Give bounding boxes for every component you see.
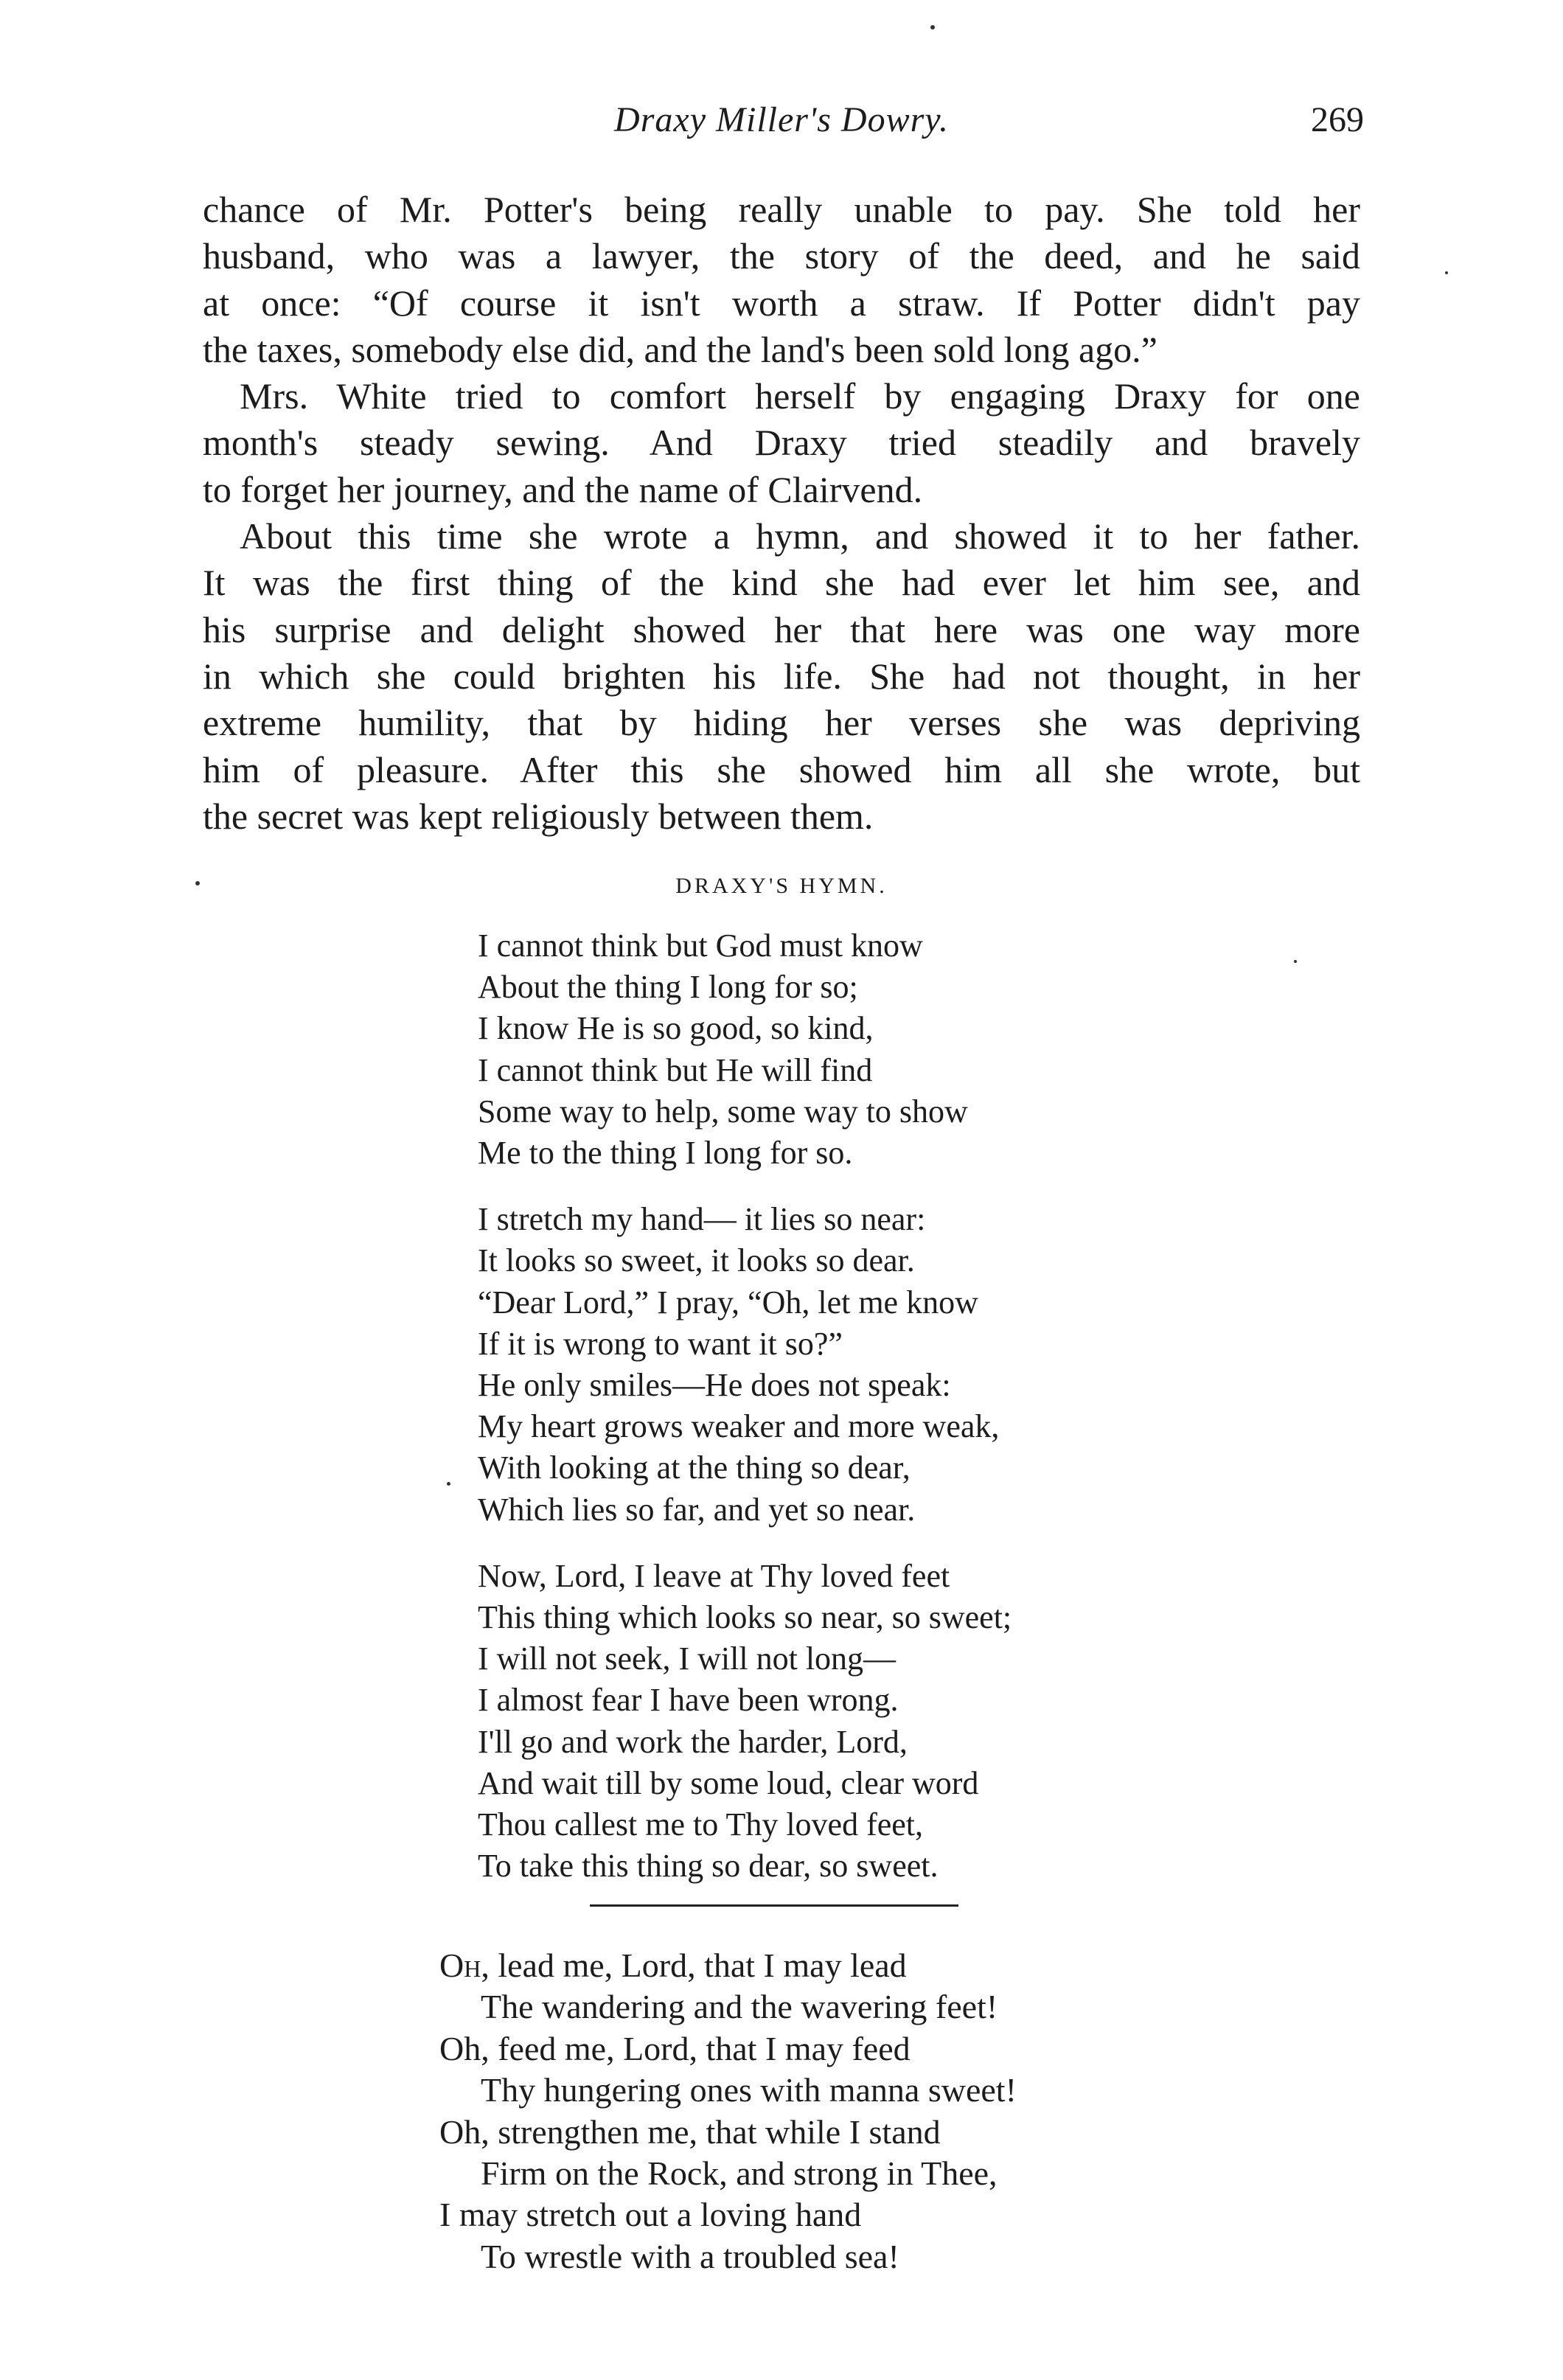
paragraph (203, 187, 1360, 373)
text-line: chance of Mr. Potter's being really unable to pay. She told her (203, 189, 1360, 230)
verse-line: I'll go and work the harder, Lord, (478, 1723, 908, 1760)
text-line: month's steady sewing. And Draxy tried steadily and bravely (203, 422, 1360, 464)
text-line: extreme humility, that by hiding her verses she was depriving (203, 702, 1360, 744)
stanza (478, 1199, 1215, 1531)
text-line: the secret was kept religiously between them. (203, 795, 874, 837)
verse-line: I know He is so good, so kind, (478, 1010, 874, 1047)
verse-line: Some way to help, some way to show (478, 1093, 968, 1130)
text-line: at once: “Of course it isn't worth a straw. If Potter didn't pay (203, 282, 1360, 324)
verse-line: Firm on the Rock, and strong in Thee, (481, 2154, 998, 2193)
hymn-title: DRAXY'S HYMN. (675, 874, 888, 898)
verse-line: I almost fear I have been wrong. (478, 1682, 899, 1719)
section-divider (590, 1904, 958, 1907)
ink-speck (1445, 271, 1448, 274)
text-line: the taxes, somebody else did, and the land's been sold long ago.” (203, 328, 1158, 370)
verse-text: lead me, Lord, that I may lead (489, 1946, 907, 1984)
second-hymn (439, 1945, 1250, 2278)
text-line: husband, who was a lawyer, the story of the deed, and he said (203, 235, 1360, 277)
verse-line: Which lies so far, and yet so near. (478, 1491, 916, 1528)
verse-line: Me to the thing I long for so. (478, 1135, 853, 1172)
verse-line: “Dear Lord,” I pray, “Oh, let me know (478, 1284, 978, 1321)
verse-line: This thing which looks so near, so sweet; (478, 1599, 1012, 1636)
text-line: in which she could brighten his life. She had not thought, in her (203, 655, 1360, 697)
verse-line: I cannot think but He will find (478, 1051, 873, 1088)
verse-line: About the thing I long for so; (478, 969, 858, 1006)
text-line: About this time she wrote a hymn, and showed it to her father. (240, 515, 1360, 557)
verse-line: To wrestle with a troubled sea! (481, 2237, 899, 2275)
stanza (478, 925, 1215, 1174)
paragraph (203, 373, 1360, 513)
text-line: his surprise and delight showed her that here was one way more (203, 608, 1360, 650)
text-line: Mrs. White tried to comfort herself by engaging Draxy for one (240, 375, 1360, 417)
opening-word: Oh, (439, 1946, 490, 1984)
text-line: to forget her journey, and the name of Clairvend. (203, 468, 923, 510)
verse-line: I may stretch out a loving hand (439, 2196, 862, 2234)
verse-line: I will not seek, I will not long— (478, 1640, 897, 1677)
verse-line: Oh, strengthen me, that while I stand (439, 2112, 941, 2151)
verse-line: I cannot think but God must know (478, 928, 923, 964)
running-head (199, 100, 1364, 151)
prose-body (203, 187, 1360, 840)
paragraph (203, 513, 1360, 840)
verse-line: I stretch my hand— it lies so near: (478, 1201, 926, 1238)
verse-line: It looks so sweet, it looks so dear. (478, 1242, 915, 1279)
verse-line: Thy hungering ones with manna sweet! (481, 2071, 1017, 2109)
hymn-stanzas (478, 925, 1215, 1912)
ink-speck (1294, 960, 1297, 963)
stanza (478, 1556, 1215, 1887)
ink-speck (447, 1482, 450, 1486)
verse-line: And wait till by some loud, clear word (478, 1764, 979, 1801)
verse-line: The wandering and the wavering feet! (481, 1988, 998, 2026)
verse-line: He only smiles—He does not speak: (478, 1367, 951, 1404)
verse-line: Oh, feed me, Lord, that I may feed (439, 2029, 911, 2067)
verse-line: With looking at the thing so dear, (478, 1450, 911, 1486)
verse-line: If it is wrong to want it so?” (478, 1325, 843, 1362)
running-title: Draxy Miller's Dowry. (614, 100, 949, 139)
verse-line: Thou callest me to Thy loved feet, (478, 1806, 924, 1843)
verse-line: My heart grows weaker and more weak, (478, 1408, 1000, 1445)
verse-line: Now, Lord, I leave at Thy loved feet (478, 1557, 950, 1594)
verse-line (439, 1945, 1250, 1986)
ink-speck (930, 25, 935, 29)
text-line: It was the first thing of the kind she had ever let him see, and (203, 562, 1360, 604)
text-line: him of pleasure. After this she showed him all she wrote, but (203, 748, 1360, 790)
page-number: 269 (1311, 100, 1364, 139)
verse-line: To take this thing so dear, so sweet. (478, 1848, 939, 1885)
